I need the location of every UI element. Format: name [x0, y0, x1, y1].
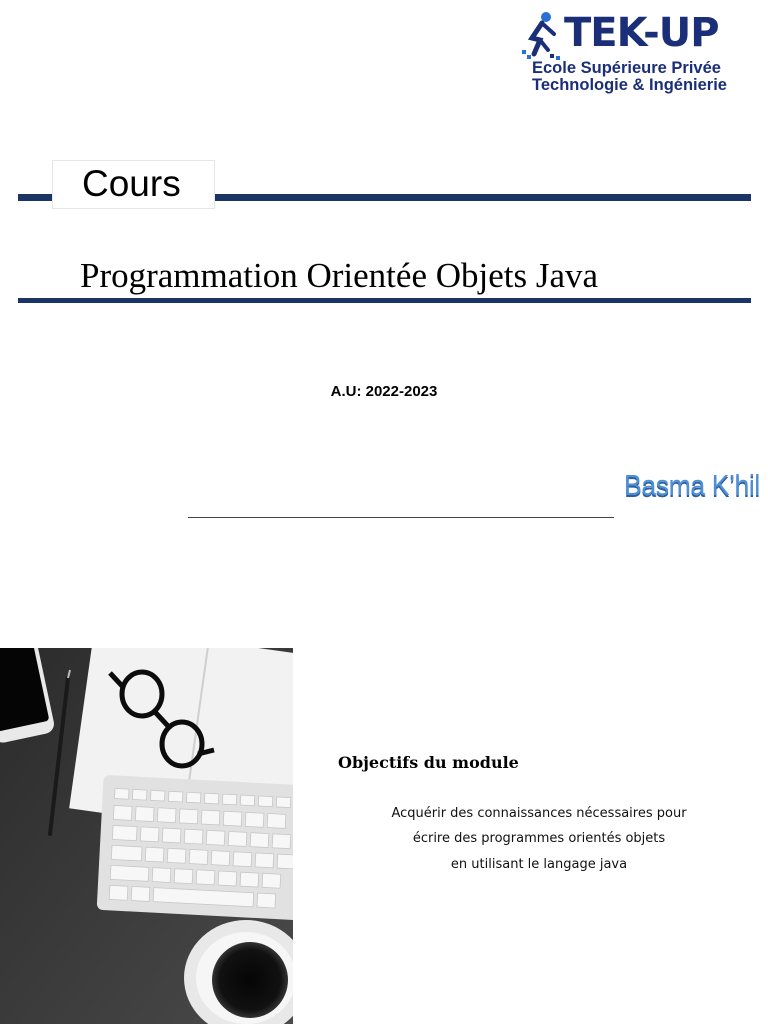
- desk-photo-icon: [0, 648, 293, 1024]
- objective-line-2: écrire des programmes orientés objets: [412, 831, 666, 846]
- author-name: Basma K’hil: [624, 470, 760, 502]
- divider-line: [188, 517, 614, 518]
- course-title: Programmation Orientée Objets Java: [80, 256, 599, 295]
- logo-subtitle-1: Ecole Supérieure Privée: [532, 59, 721, 77]
- objective-line-3: en utilisant le langage java: [450, 857, 628, 872]
- objectives-heading: Objectifs du module: [338, 753, 519, 772]
- academic-year: A.U: 2022-2023: [330, 383, 438, 400]
- logo-title: TEK-UP: [564, 10, 719, 56]
- runner-logo-icon: [520, 10, 564, 62]
- cours-label: Cours: [82, 163, 181, 204]
- logo-subtitle-2: Technologie & Ingénierie: [532, 76, 727, 94]
- school-logo: [520, 8, 765, 98]
- header-rule-bottom: [18, 298, 751, 303]
- objective-line-1: Acquérir des connaissances nécessaires pour: [391, 806, 687, 821]
